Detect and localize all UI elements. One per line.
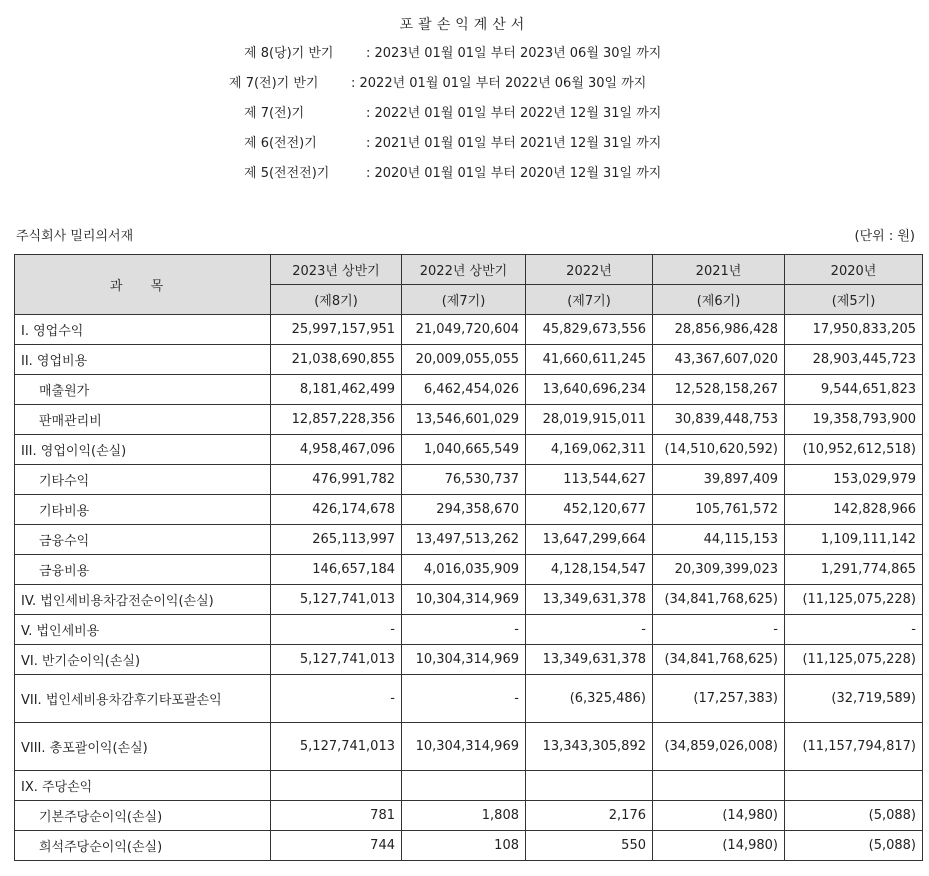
value-cell: 13,497,513,262 [402,525,526,555]
row-label: 기타비용 [15,495,271,525]
value-cell: 4,016,035,909 [402,555,526,585]
value-cell: 28,019,915,011 [526,405,653,435]
value-cell: 45,829,673,556 [526,315,653,345]
value-cell: 21,049,720,604 [402,315,526,345]
table-row [15,315,923,345]
value-cell: 17,950,833,205 [785,315,923,345]
table-row [15,405,923,435]
table-row [15,345,923,375]
table-row [15,525,923,555]
value-cell: (5,088) [785,801,923,831]
company-name: 주식회사 밀리의서재 [16,229,134,244]
value-cell: (11,157,794,817) [785,723,923,771]
column-term-header: (제5기) [785,285,923,315]
period-label: 제 6(전전)기 [244,136,317,151]
value-cell: 20,009,055,055 [402,345,526,375]
value-cell: 21,038,690,855 [271,345,402,375]
period-line [0,162,929,192]
value-cell: (17,257,383) [653,675,785,723]
value-cell [653,771,785,801]
value-cell: 13,349,631,378 [526,645,653,675]
value-cell: (10,952,612,518) [785,435,923,465]
period-line [0,42,929,72]
table-row [15,723,923,771]
row-label: IX. 주당손익 [15,771,271,801]
value-cell: 452,120,677 [526,495,653,525]
income-statement-table [14,254,923,861]
value-cell: 10,304,314,969 [402,585,526,615]
value-cell: 142,828,966 [785,495,923,525]
value-cell: 8,181,462,499 [271,375,402,405]
column-year-header: 2020년 [785,255,923,285]
row-label: 금융수익 [15,525,271,555]
statement-title: 포괄손익계산서 [399,17,530,33]
row-label: 매출원가 [15,375,271,405]
value-cell: - [271,615,402,645]
value-cell: 39,897,409 [653,465,785,495]
value-cell: (34,859,026,008) [653,723,785,771]
column-term-header: (제6기) [653,285,785,315]
row-label: VII. 법인세비용차감후기타포괄손익 [15,675,271,723]
value-cell: 5,127,741,013 [271,585,402,615]
value-cell: 744 [271,831,402,861]
value-cell: 153,029,979 [785,465,923,495]
value-cell: 20,309,399,023 [653,555,785,585]
value-cell: 265,113,997 [271,525,402,555]
table-row [15,771,923,801]
value-cell: 146,657,184 [271,555,402,585]
row-label: VI. 반기순이익(손실) [15,645,271,675]
period-range: : 2022년 01월 01일 부터 2022년 12월 31일 까지 [366,106,662,121]
value-cell: 10,304,314,969 [402,723,526,771]
value-cell: 10,304,314,969 [402,645,526,675]
value-cell: (11,125,075,228) [785,645,923,675]
table-row [15,615,923,645]
column-term-header: (제7기) [402,285,526,315]
value-cell [526,771,653,801]
row-label: VIII. 총포괄이익(손실) [15,723,271,771]
row-label: V. 법인세비용 [15,615,271,645]
value-cell: 1,291,774,865 [785,555,923,585]
table-row [15,675,923,723]
value-cell: 41,660,611,245 [526,345,653,375]
value-cell: 108 [402,831,526,861]
value-cell: - [785,615,923,645]
value-cell: 113,544,627 [526,465,653,495]
value-cell: 76,530,737 [402,465,526,495]
value-cell: 13,349,631,378 [526,585,653,615]
period-range: : 2022년 01월 01일 부터 2022년 06월 30일 까지 [351,76,647,91]
value-cell: 426,174,678 [271,495,402,525]
row-label: 기본주당순이익(손실) [15,801,271,831]
period-label: 제 7(전)기 [244,106,305,121]
value-cell: (6,325,486) [526,675,653,723]
period-range: : 2020년 01월 01일 부터 2020년 12월 31일 까지 [366,166,662,181]
table-row [15,585,923,615]
row-label: I. 영업수익 [15,315,271,345]
value-cell: 44,115,153 [653,525,785,555]
row-label: 희석주당순이익(손실) [15,831,271,861]
value-cell: 550 [526,831,653,861]
value-cell: - [402,615,526,645]
table-row [15,801,923,831]
table-row [15,495,923,525]
column-year-header: 2021년 [653,255,785,285]
value-cell: 5,127,741,013 [271,645,402,675]
row-label: 금융비용 [15,555,271,585]
value-cell: 28,856,986,428 [653,315,785,345]
value-cell: 4,128,154,547 [526,555,653,585]
value-cell: 30,839,448,753 [653,405,785,435]
value-cell: (14,980) [653,801,785,831]
period-label: 제 5(전전전)기 [244,166,330,181]
value-cell: 1,109,111,142 [785,525,923,555]
row-label: 기타수익 [15,465,271,495]
value-cell: 13,546,601,029 [402,405,526,435]
value-cell: (34,841,768,625) [653,585,785,615]
subject-header: 과 목 [15,255,271,315]
period-range: : 2021년 01월 01일 부터 2021년 12월 31일 까지 [366,136,662,151]
column-year-header: 2022년 [526,255,653,285]
value-cell: (32,719,589) [785,675,923,723]
row-label: 판매관리비 [15,405,271,435]
row-label: II. 영업비용 [15,345,271,375]
value-cell: 1,040,665,549 [402,435,526,465]
value-cell: 1,808 [402,801,526,831]
value-cell: - [653,615,785,645]
value-cell: 13,647,299,664 [526,525,653,555]
value-cell [785,771,923,801]
value-cell: 6,462,454,026 [402,375,526,405]
column-term-header: (제7기) [526,285,653,315]
table-row [15,435,923,465]
table-row [15,645,923,675]
column-year-header: 2023년 상반기 [271,255,402,285]
value-cell: 13,343,305,892 [526,723,653,771]
period-range: : 2023년 01월 01일 부터 2023년 06월 30일 까지 [366,46,662,61]
value-cell: 13,640,696,234 [526,375,653,405]
value-cell: (5,088) [785,831,923,861]
value-cell [402,771,526,801]
column-term-header: (제8기) [271,285,402,315]
value-cell: 2,176 [526,801,653,831]
period-line [0,102,929,132]
value-cell: 781 [271,801,402,831]
period-label: 제 8(당)기 반기 [244,46,334,61]
value-cell: 4,169,062,311 [526,435,653,465]
value-cell: 43,367,607,020 [653,345,785,375]
value-cell: (11,125,075,228) [785,585,923,615]
value-cell: 12,857,228,356 [271,405,402,435]
value-cell: 25,997,157,951 [271,315,402,345]
value-cell: 476,991,782 [271,465,402,495]
unit-label: (단위 : 원) [854,229,915,244]
value-cell: - [526,615,653,645]
value-cell: (14,980) [653,831,785,861]
value-cell [271,771,402,801]
table-row [15,555,923,585]
value-cell: 294,358,670 [402,495,526,525]
period-line [0,72,929,102]
value-cell: - [271,675,402,723]
value-cell: (14,510,620,592) [653,435,785,465]
column-year-header: 2022년 상반기 [402,255,526,285]
value-cell: 12,528,158,267 [653,375,785,405]
table-row [15,465,923,495]
value-cell: - [402,675,526,723]
table-row [15,375,923,405]
value-cell: 28,903,445,723 [785,345,923,375]
value-cell: 9,544,651,823 [785,375,923,405]
row-label: IV. 법인세비용차감전순이익(손실) [15,585,271,615]
value-cell: 4,958,467,096 [271,435,402,465]
statement-body [15,315,923,861]
period-label: 제 7(전)기 반기 [229,76,319,91]
period-line [0,132,929,162]
value-cell: 105,761,572 [653,495,785,525]
value-cell: 5,127,741,013 [271,723,402,771]
value-cell: (34,841,768,625) [653,645,785,675]
value-cell: 19,358,793,900 [785,405,923,435]
row-label: III. 영업이익(손실) [15,435,271,465]
table-row [15,831,923,861]
